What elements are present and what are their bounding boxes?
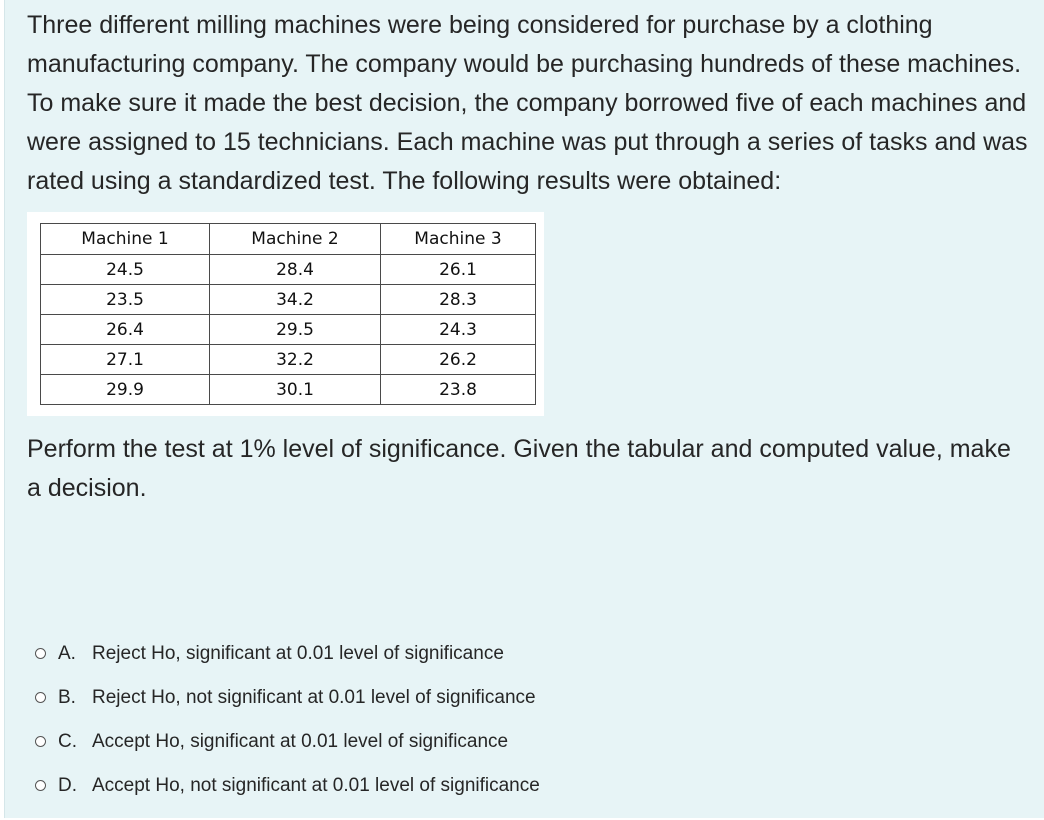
option-label[interactable]: Reject Ho, significant at 0.01 level of significance bbox=[92, 643, 504, 664]
table-cell: 24.3 bbox=[381, 315, 536, 345]
table-cell: 26.1 bbox=[381, 255, 536, 285]
data-table-card bbox=[27, 212, 544, 416]
option-d[interactable] bbox=[35, 764, 540, 808]
option-a[interactable] bbox=[35, 632, 540, 676]
option-label[interactable]: Accept Ho, not significant at 0.01 level of significance bbox=[92, 775, 540, 796]
option-letter: C. bbox=[58, 731, 77, 752]
table-cell: 23.5 bbox=[41, 285, 210, 315]
radio-button-b[interactable] bbox=[35, 692, 46, 703]
option-label[interactable]: Accept Ho, significant at 0.01 level of significance bbox=[92, 731, 509, 752]
table-cell: 29.5 bbox=[210, 315, 381, 345]
table-header-row bbox=[41, 224, 536, 255]
table-row bbox=[41, 255, 536, 285]
radio-button-c[interactable] bbox=[35, 736, 46, 747]
table-row bbox=[41, 315, 536, 345]
radio-button-d[interactable] bbox=[35, 780, 46, 791]
table-cell: 29.9 bbox=[41, 375, 210, 405]
option-letter: B. bbox=[58, 687, 76, 708]
table-header-machine-1: Machine 1 bbox=[41, 224, 210, 255]
table-row bbox=[41, 375, 536, 405]
question-panel bbox=[4, 0, 1044, 818]
data-table bbox=[40, 223, 536, 405]
table-cell: 32.2 bbox=[210, 345, 381, 375]
option-c[interactable] bbox=[35, 720, 540, 764]
question-prompt-text: Perform the test at 1% level of significance. Given the tabular and computed value, make a decision. bbox=[27, 435, 1011, 502]
table-cell: 26.2 bbox=[381, 345, 536, 375]
table-row bbox=[41, 285, 536, 315]
table-cell: 30.1 bbox=[210, 375, 381, 405]
table-cell: 34.2 bbox=[210, 285, 381, 315]
table-cell: 23.8 bbox=[381, 375, 536, 405]
question-intro-text: Three different milling machines were being considered for purchase by a clothing manufacturing company. The company would be purchasing hundreds of these machines. To make sure it made the best decision, the company borrowed five of each machines and were assigned to 15 technicians. Each machine was put through a series of tasks and was rated using a standardized test. The following results were obtained: bbox=[27, 11, 1028, 195]
option-letter: D. bbox=[58, 775, 77, 796]
option-b[interactable] bbox=[35, 676, 540, 720]
table-header-machine-2: Machine 2 bbox=[210, 224, 381, 255]
table-cell: 24.5 bbox=[41, 255, 210, 285]
table-header-machine-3: Machine 3 bbox=[381, 224, 536, 255]
table-cell: 28.4 bbox=[210, 255, 381, 285]
answer-options bbox=[35, 632, 540, 808]
table-cell: 28.3 bbox=[381, 285, 536, 315]
option-letter: A. bbox=[58, 643, 76, 664]
table-cell: 27.1 bbox=[41, 345, 210, 375]
radio-button-a[interactable] bbox=[35, 648, 46, 659]
table-row bbox=[41, 345, 536, 375]
table-cell: 26.4 bbox=[41, 315, 210, 345]
option-label[interactable]: Reject Ho, not significant at 0.01 level of significance bbox=[92, 687, 536, 708]
